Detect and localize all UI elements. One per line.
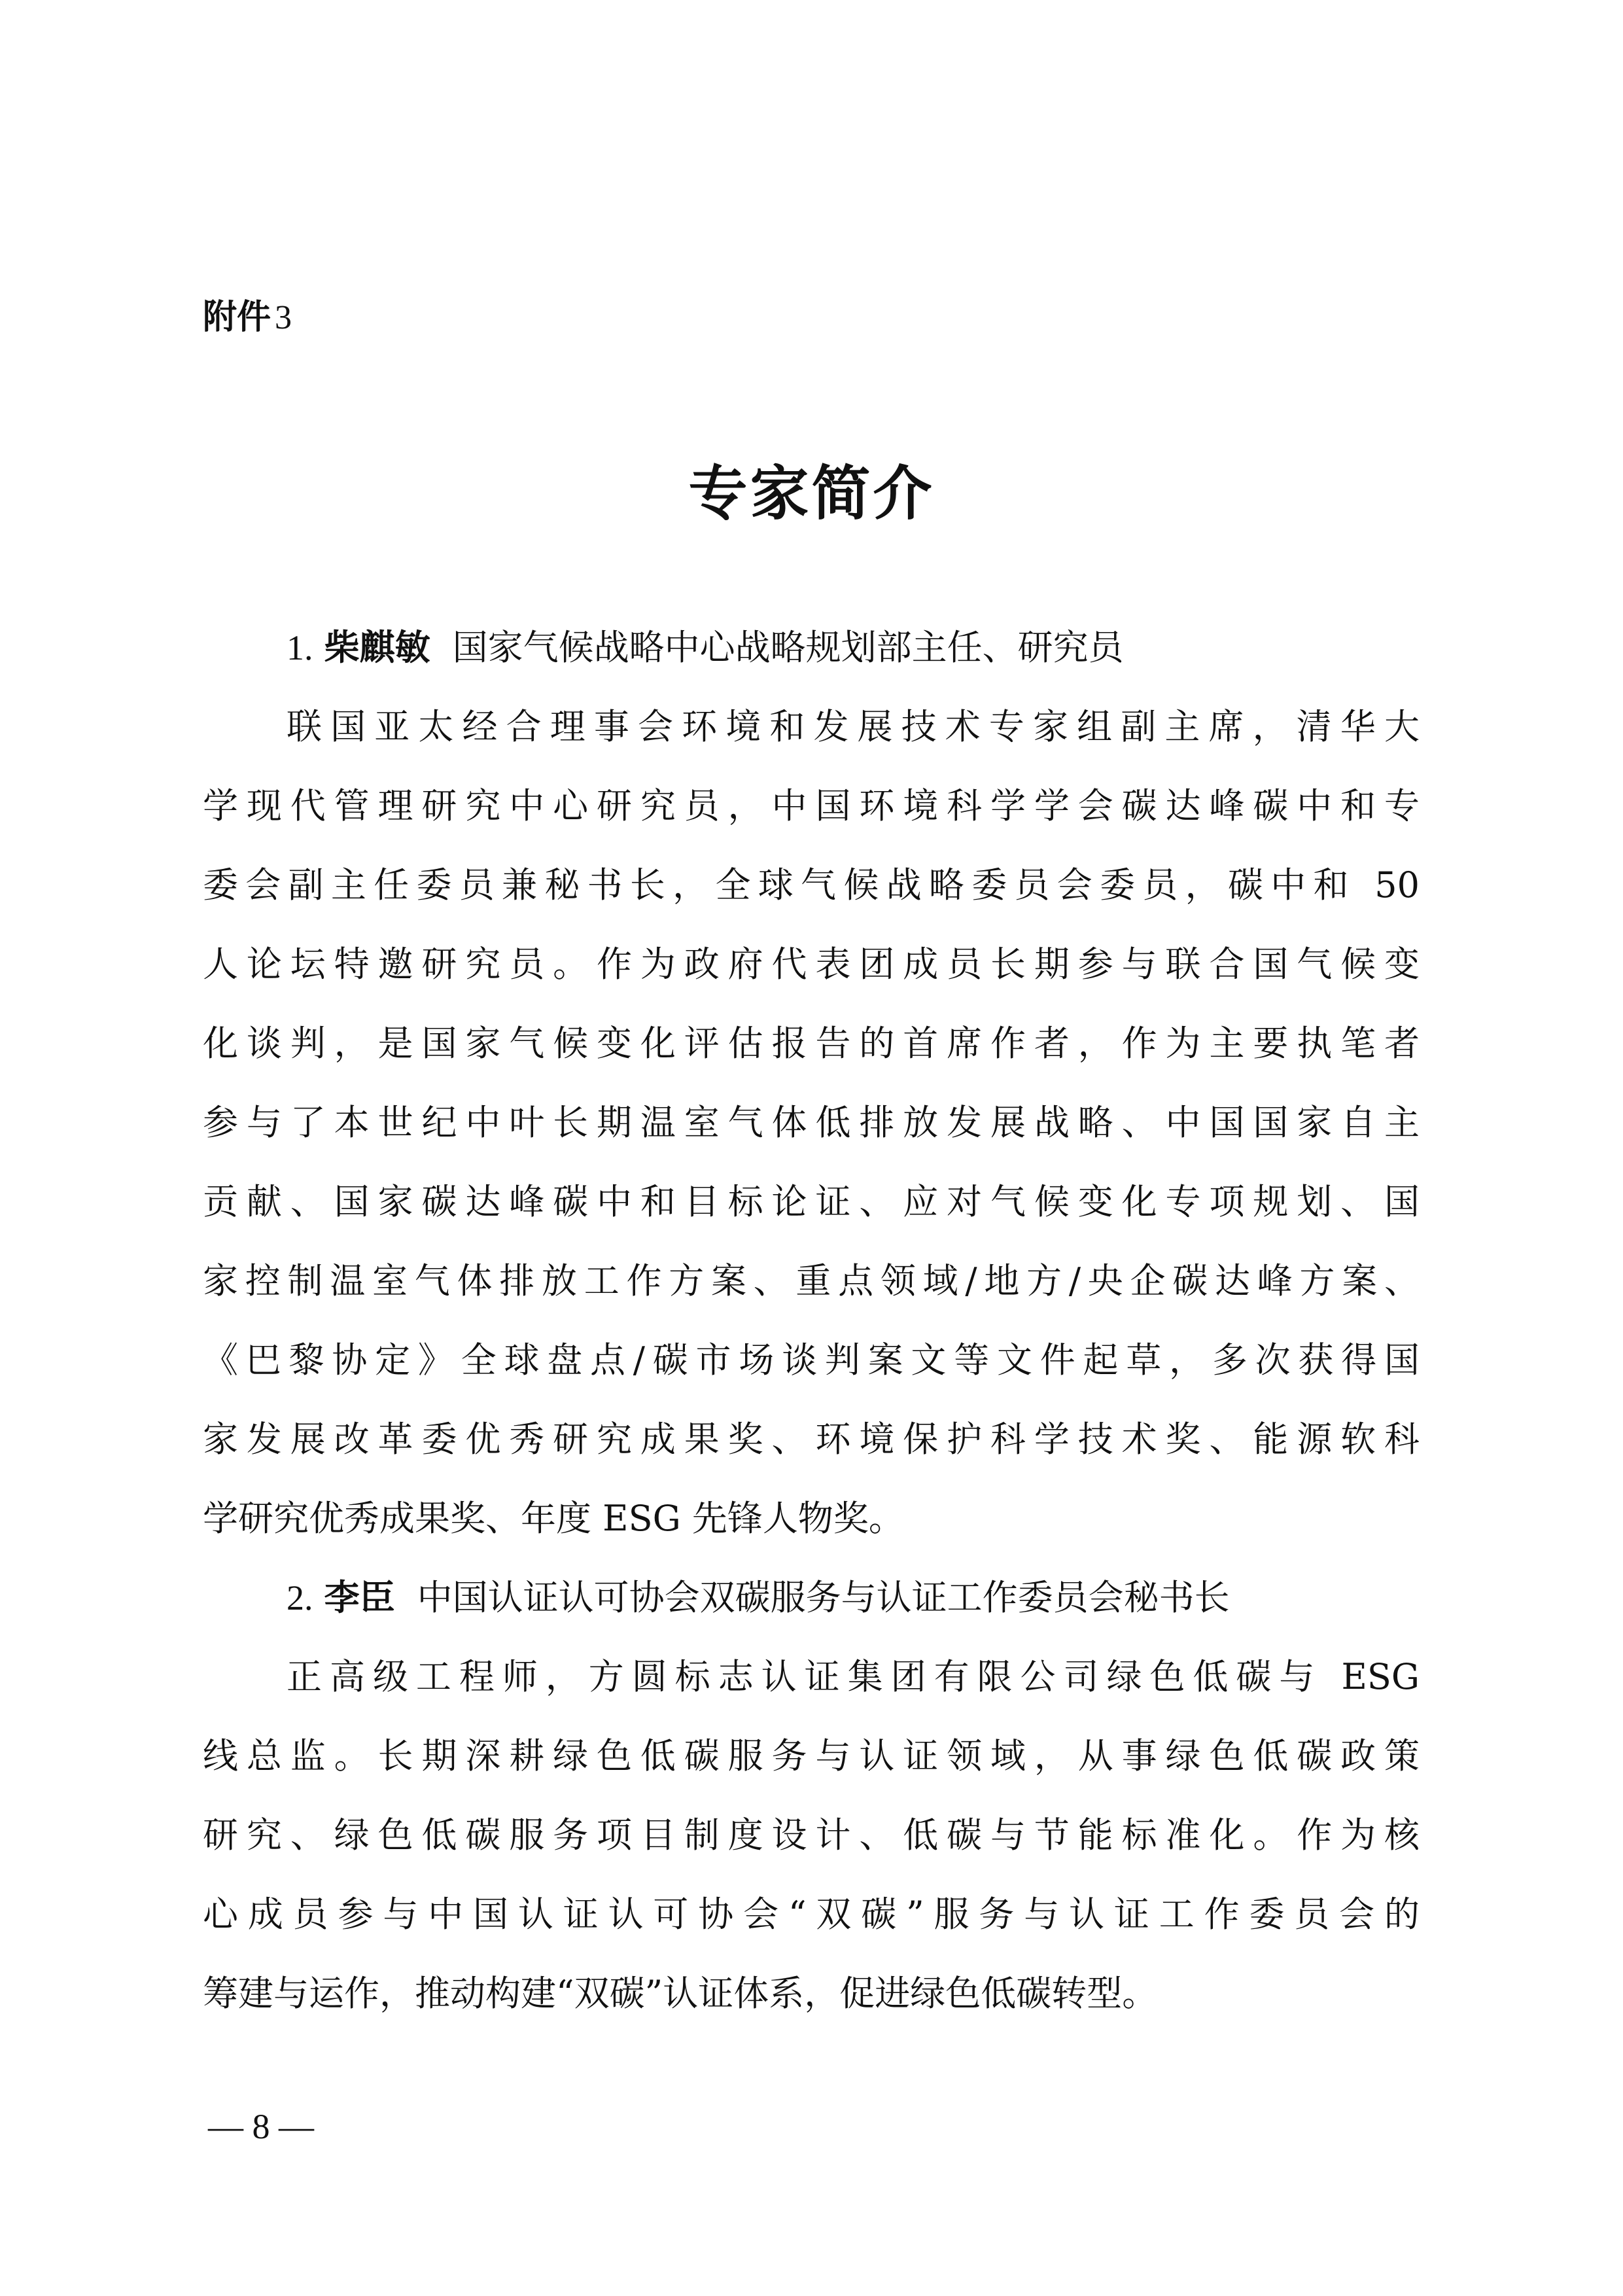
expert-2-heading — [287, 1572, 1420, 1624]
expert-1-bio-line: 学研究优秀成果奖、年度 ESG 先锋人物奖。 — [203, 1498, 904, 1539]
expert-1-bio-line: 《巴黎协定》全球盘点/碳市场谈判案文等文件起草，多次获得国 — [203, 1339, 1420, 1381]
expert-1-heading — [287, 622, 1420, 674]
expert-1-bio-line: 贡献、国家碳达峰碳中和目标论证、应对气候变化专项规划、国 — [203, 1181, 1420, 1222]
expert-2-bio-line: 筹建与运作，推动构建“双碳”认证体系，促进绿色低碳转型。 — [203, 1973, 1158, 2014]
expert-1-name: 柴麒敏 — [324, 627, 430, 668]
expert-2-bio-line: 研究、绿色低碳服务项目制度设计、低碳与节能标准化。作为核 — [203, 1814, 1420, 1856]
expert-1-bio-line: 参与了本世纪中叶长期温室气体低排放发展战略、中国国家自主 — [203, 1102, 1420, 1143]
expert-1-number: 1. — [287, 628, 313, 667]
expert-2-name: 李臣 — [324, 1577, 395, 1618]
expert-1-bio-line: 家发展改革委优秀研究成果奖、环境保护科学技术奖、能源软科 — [203, 1419, 1420, 1460]
expert-2-bio-line: 心成员参与中国认证认可协会“双碳”服务与认证工作委员会的 — [203, 1894, 1420, 1935]
page-number: — 8 — — [208, 2107, 314, 2146]
expert-1-bio-line: 联国亚太经合理事会环境和发展技术专家组副主席，清华大 — [287, 706, 1420, 747]
expert-1-bio-line: 人论坛特邀研究员。作为政府代表团成员长期参与联合国气候变 — [203, 944, 1420, 985]
expert-1-bio-line: 学现代管理研究中心研究员，中国环境科学学会碳达峰碳中和专 — [203, 785, 1420, 826]
page-title: 专家简介 — [688, 459, 935, 528]
attachment-text: 附件 — [203, 298, 271, 337]
expert-2-bio-line: 正高级工程师，方圆标志认证集团有限公司绿色低碳与 ESG — [287, 1656, 1420, 1697]
expert-2-number: 2. — [287, 1578, 313, 1617]
expert-2-bio-line: 线总监。长期深耕绿色低碳服务与认证领域，从事绿色低碳政策 — [203, 1735, 1420, 1776]
expert-2-title: 中国认证认可协会双碳服务与认证工作委员会秘书长 — [417, 1577, 1230, 1618]
expert-1-bio-line: 家控制温室气体排放工作方案、重点领域/地方/央企碳达峰方案、 — [203, 1260, 1420, 1301]
expert-1-title: 国家气候战略中心战略规划部主任、研究员 — [452, 627, 1124, 668]
attachment-number: 3 — [275, 299, 292, 336]
expert-1-bio-line: 化谈判，是国家气候变化评估报告的首席作者，作为主要执笔者 — [203, 1023, 1420, 1064]
attachment-label — [203, 294, 292, 341]
expert-1-bio-line: 委会副主任委员兼秘书长，全球气候战略委员会委员，碳中和 50 — [203, 864, 1420, 906]
